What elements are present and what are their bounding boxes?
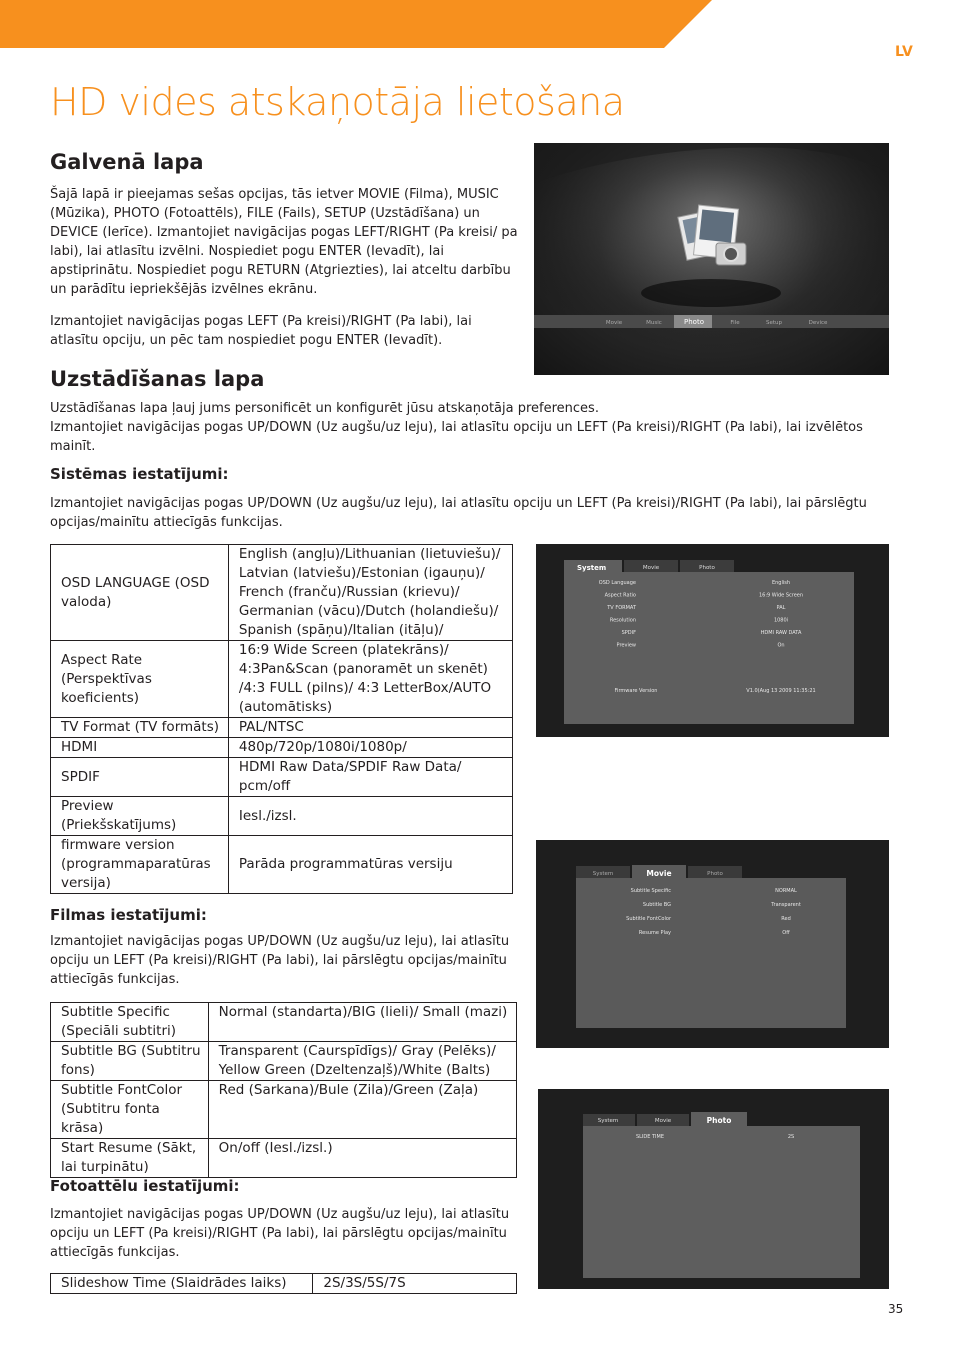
screen-setting-label: Preview	[616, 642, 636, 649]
table-row	[51, 1139, 517, 1178]
subheading-system-settings: Sistēmas iestatījumi:	[50, 465, 229, 483]
table-row	[51, 641, 513, 718]
table-row	[51, 1042, 517, 1081]
screen-setting-label: SPDIF	[621, 630, 636, 636]
table-cell: 480p/720p/1080i/1080p/	[228, 738, 512, 758]
table-row	[51, 758, 513, 797]
screen-tab-photo: Photo	[699, 565, 715, 571]
table-row	[51, 738, 513, 758]
setup-page-paragraph-1: Uzstādīšanas lapa ļauj jums personificēt un konfigurēt jūsu atskaņotāja preferences.	[50, 401, 599, 416]
table-cell: Subtitle Specific (Speciāli subtitri)	[51, 1003, 209, 1042]
screen-menu-item: Movie	[605, 320, 623, 326]
table-cell: Normal (standarta)/BIG (lieli)/ Small (mazi)	[208, 1003, 516, 1042]
screen-setting-label: Subtitle BG	[642, 902, 671, 908]
screen-tab-system: System	[597, 1118, 619, 1124]
system-settings-screenshot	[536, 544, 889, 737]
screen-tab-system: System	[577, 564, 607, 572]
screen-setting-value: Red	[781, 916, 791, 922]
screen-setting-value: On	[777, 642, 785, 649]
table-cell: Subtitle BG (Subtitru fons)	[51, 1042, 209, 1081]
main-page-paragraph-2: Izmantojiet navigācijas pogas LEFT (Pa kreisi)/RIGHT (Pa labi), lai atlasītu opciju, un pēc tam nospiediet pogu ENTER (Ievadīt).	[50, 314, 472, 348]
screen-setting-label: SLIDE TIME	[635, 1134, 665, 1140]
subheading-movie-settings: Filmas iestatījumi:	[50, 906, 207, 924]
table-row	[51, 1003, 517, 1042]
table-cell: On/off (Iesl./izsl.)	[208, 1139, 516, 1178]
table-cell: Slideshow Time (Slaidrādes laiks)	[51, 1274, 313, 1294]
table-row	[51, 718, 513, 738]
page-title: HD vides atskaņotāja lietošana	[50, 80, 625, 124]
subheading-photo-settings: Fotoattēlu iestatījumi:	[50, 1177, 240, 1195]
section-heading-main-page: Galvenā lapa	[50, 150, 204, 174]
table-cell: Aspect Rate (Perspektīvas koeficients)	[51, 641, 229, 718]
main-menu-screenshot	[534, 143, 889, 375]
screen-setting-label: Subtitle Specific	[630, 888, 671, 894]
screen-setting-value: Transparent	[771, 902, 801, 908]
main-page-paragraph-1: Šajā lapā ir pieejamas sešas opcijas, tās ietver MOVIE (Filma), MUSIC (Mūzika), PHOTO (Fotoattēls), FILE (Fails), SETUP (Uzstādīšana) un DEVICE (Ierīce). Izmantojiet navigācijas pogas LEFT/RIGHT (Pa kreisi/ pa labi), lai atlasītu izvēlni. Nospiediet pogu ENTER (Ievadīt), lai apstiprinātu. Nospiediet pogu RETURN (Atgriezties), lai atceltu darbību un parādītu iepriekšējās izvēlnes ekrānu.	[50, 187, 518, 297]
screen-tab-system: System	[592, 871, 614, 877]
screen-tab-movie: Movie	[642, 565, 660, 571]
photo-settings-screen-graphic	[538, 1089, 889, 1289]
screen-menu-item: Photo	[684, 318, 704, 326]
screen-setting-label: Resolution	[609, 617, 636, 624]
photo-settings-screenshot	[538, 1089, 889, 1289]
movie-settings-screenshot	[536, 840, 889, 1048]
table-cell: SPDIF	[51, 758, 229, 797]
screen-firmware-value: V1.0(Aug 13 2009 11:35:21	[746, 688, 816, 694]
table-cell: English (angļu)/Lithuanian (lietuviešu)/ Latvian (latviešu)/Estonian (igauņu)/ French (franču)/Russian (krievu)/ Germanian (vācu)/Dutch (holandiešu)/ Spanish (spāņu)/Italian (itāļu)/	[228, 545, 512, 641]
system-settings-table	[50, 544, 513, 894]
screen-setting-value: PAL	[776, 605, 786, 611]
setup-page-paragraph-2: Izmantojiet navigācijas pogas UP/DOWN (Uz augšu/uz leju), lai atlasītu opciju un LEFT (Pa kreisi)/RIGHT (Pa labi), lai izvēlētos mainīt.	[50, 420, 863, 454]
table-cell: Parāda programmatūras versiju	[228, 836, 512, 894]
table-cell: PAL/NTSC	[228, 718, 512, 738]
screen-setting-value: HDMI RAW DATA	[760, 630, 802, 636]
screen-setting-value: 16:9 Wide Screen	[758, 592, 804, 599]
screen-setting-label: TV FORMAT	[607, 605, 636, 611]
table-cell: Subtitle FontColor (Subtitru fonta krāsa)	[51, 1081, 209, 1139]
system-settings-paragraph: Izmantojiet navigācijas pogas UP/DOWN (Uz augšu/uz leju), lai atlasītu opciju un LEFT (Pa kreisi)/RIGHT (Pa labi), lai pārslēgtu opcijas/mainītu attiecīgās funkcijas.	[50, 496, 867, 530]
table-cell: HDMI	[51, 738, 229, 758]
screen-tab-movie: Movie	[646, 869, 672, 878]
table-cell: HDMI Raw Data/SPDIF Raw Data/ pcm/off	[228, 758, 512, 797]
screen-tab-movie: Movie	[654, 1118, 672, 1124]
screen-setting-label: OSD Language	[598, 580, 636, 586]
table-cell: Transparent (Caurspīdīgs)/ Gray (Pelēks)/ Yellow Green (Dzeltenzaļš)/White (Balts)	[208, 1042, 516, 1081]
screen-menu-item: Music	[646, 320, 662, 326]
photo-settings-paragraph: Izmantojiet navigācijas pogas UP/DOWN (Uz augšu/uz leju), lai atlasītu opciju un LEFT (Pa kreisi)/RIGHT (Pa labi), lai pārslēgtu opcijas/mainītu attiecīgās funkcijas.	[50, 1207, 510, 1260]
table-cell: Preview (Priekšskatījums)	[51, 797, 229, 836]
screen-setting-value: Off	[782, 930, 790, 936]
table-row	[51, 1274, 517, 1294]
table-row	[51, 545, 513, 641]
table-cell: Red (Sarkana)/Bule (Zila)/Green (Zaļa)	[208, 1081, 516, 1139]
movie-settings-paragraph: Izmantojiet navigācijas pogas UP/DOWN (Uz augšu/uz leju), lai atlasītu opciju un LEFT (Pa kreisi)/RIGHT (Pa labi), lai pārslēgtu opcijas/mainītu attiecīgās funkcijas.	[50, 934, 510, 987]
table-row	[51, 797, 513, 836]
screen-setting-value: English	[771, 580, 791, 586]
screen-setting-value: 2S	[787, 1134, 795, 1140]
screen-setting-value: NORMAL	[775, 888, 797, 894]
table-row	[51, 836, 513, 894]
table-cell: OSD LANGUAGE (OSD valoda)	[51, 545, 229, 641]
screen-menu-item: Device	[808, 320, 828, 326]
screen-tab-photo: Photo	[706, 1116, 732, 1125]
table-row	[51, 1081, 517, 1139]
screen-setting-label: Resume Play	[638, 930, 671, 936]
system-settings-screen-graphic	[536, 544, 889, 737]
screen-firmware-label: Firmware Version	[614, 688, 658, 694]
table-cell: TV Format (TV formāts)	[51, 718, 229, 738]
header-orange-bar	[0, 0, 954, 48]
movie-settings-screen-graphic	[536, 840, 889, 1048]
table-cell: Iesl./izsl.	[228, 797, 512, 836]
page-number: 35	[888, 1302, 904, 1316]
screen-tab-photo: Photo	[707, 871, 723, 877]
screen-menu-item: Setup	[765, 320, 783, 326]
movie-settings-table	[50, 1002, 517, 1178]
photo-settings-table	[50, 1273, 517, 1294]
screen-setting-label: Aspect Ratio	[604, 592, 636, 599]
main-menu-screen-graphic	[534, 143, 889, 375]
language-code: LV	[895, 44, 913, 60]
screen-setting-value: 1080i	[773, 617, 789, 624]
table-cell: 2S/3S/5S/7S	[313, 1274, 517, 1294]
screen-menu-item: File	[730, 320, 740, 326]
screen-setting-label: Subtitle FontColor	[626, 916, 671, 922]
table-cell: firmware version (programmaparatūras versija)	[51, 836, 229, 894]
table-cell: Start Resume (Sākt, lai turpinātu)	[51, 1139, 209, 1178]
section-heading-setup-page: Uzstādīšanas lapa	[50, 367, 265, 391]
table-cell: 16:9 Wide Screen (platekrāns)/ 4:3Pan&Scan (panoramēt un skenēt) /4:3 FULL (pilns)/ 4:3 LetterBox/AUTO (automātisks)	[228, 641, 512, 718]
